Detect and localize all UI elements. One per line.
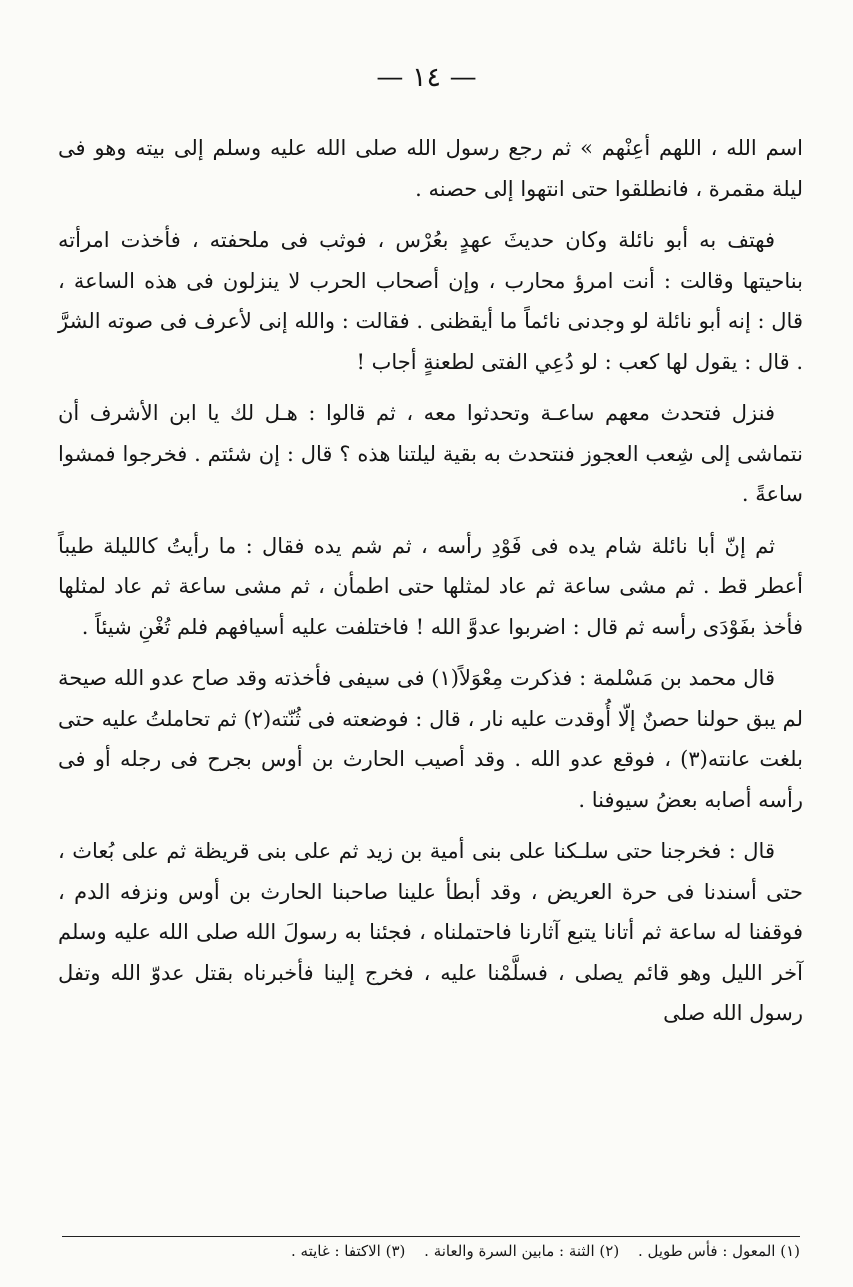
footnote-divider [62,1236,800,1237]
paragraph: ثم إنّ أبا نائلة شام يده فى فَوْدِ رأسه ، ثم شم يده فقال : ما رأيتُ كالليلة طيباً أعطر قط . ثم مشى ساعة ثم عاد لمثلها حتى اطمأن ، ثم مشى ساعة ثم عاد لمثلها فأخذ بفَوْدَى رأسه ثم قال : اضربوا عدوَّ الله ! فاختلفت عليه أسيافهم فلم تُغْنِ شيئاً . [58,533,803,639]
page-number: — ١٤ — [376,62,477,93]
paragraph: فهتف به أبو نائلة وكان حديثَ عهدٍ بعُرْس ، فوثب فى ملحفته ، فأخذت امرأته بناحيتها وقالت : أنت امرؤ محارب ، وإن أصحاب الحرب لا ينزلون فى هذه الساعة ، قال : إنه أبو نائلة لو وجدنى نائماً ما أيقظنى . فقالت : والله إنى لأعرف فى صوته الشرَّ . قال : يقول لها كعب : لو دُعِي الفتى لطعنةٍ أجاب ! [58,228,803,374]
footnote: (٢) الثنة : مابين السرة والعانة . [424,1242,620,1260]
footnote: (٣) الاكتفا : غايته . [291,1242,406,1260]
paragraph: قال محمد بن مَسْلمة : فذكرت مِعْوَلاً(١) فى سيفى فأخذته وقد صاح عدو الله صيحة لم يبق حولنا حصنٌ إلّا أُوقدت عليه نار ، قال : فوضعته فى ثُنّته(٢) ثم تحاملتُ عليه حتى بلغت عانته(٣) ، فوقع عدو الله . وقد أصيب الحارث بن أوس بجرح فى رجله أو فى رأسه أصابه بعضُ سيوفنا . [58,666,803,812]
paragraph: اسم الله ، اللهم أعِنْهم » ثم رجع رسول الله صلى الله عليه وسلم إلى بيته وهو فى ليلة مقمرة ، فانطلقوا حتى انتهوا إلى حصنه . [58,136,803,201]
footnotes [62,1240,800,1262]
paragraph: فنزل فتحدث معهم ساعـة وتحدثوا معه ، ثم قالوا : هـل لك يا ابن الأشرف أن نتماشى إلى شِعب العجوز فنتحدث به بقية ليلتنا هذه ؟ قال : إن شئتم . فخرجوا فمشوا ساعةً . [58,401,803,506]
body-text [58,128,803,1034]
paragraph: قال : فخرجنا حتى سلـكنا على بنى أمية بن زيد ثم على بنى قريظة ثم على بُعاث ، حتى أسندنا فى حرة العريض ، وقد أبطأ علينا صاحبنا الحارث بن أوس ونزفه الدم ، فوقفنا له ساعة ثم أتانا يتبع آثارنا فاحتملناه ، فجئنا به رسولَ الله صلى الله عليه وسلم آخر الليل وهو قائم يصلى ، فسلَّمْنا عليه ، فخرج إلينا فأخبرناه بقتل عدوّ الله وتفل رسول الله صلى [58,839,803,1025]
footnote: (١) المعول : فأس طويل . [637,1242,800,1260]
